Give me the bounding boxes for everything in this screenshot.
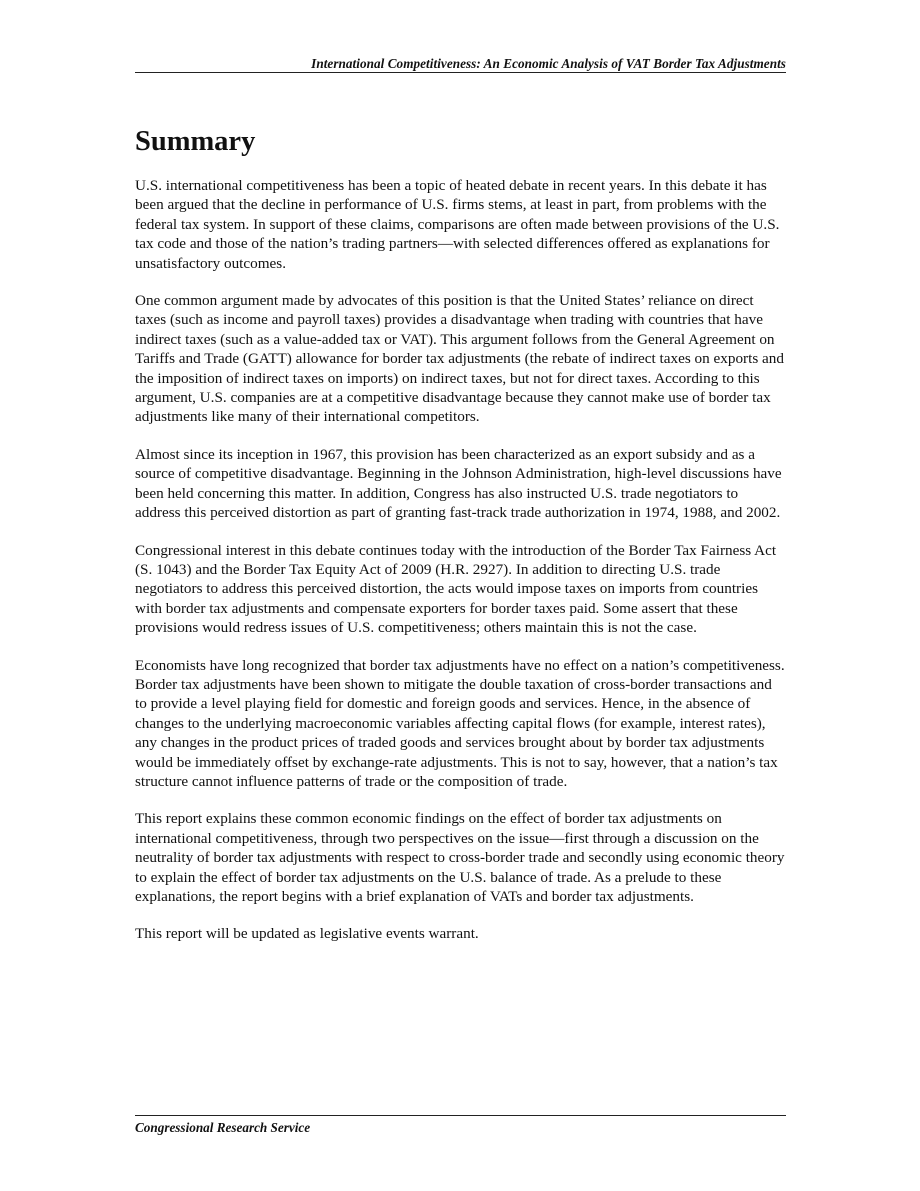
header-rule: [135, 72, 786, 73]
paragraph-competitiveness-debate: U.S. international competitiveness has been a topic of heated debate in recent years. In this debate it has been argued that the decline in performance of U.S. firms stems, at least in part, from problems with the federal tax system. In support of these claims, comparisons are often made between provisions of the U.S. tax code and those of the nation’s trading partners—with selected differences offered as explanations for unsatisfactory outcomes.: [135, 177, 780, 272]
paragraph-direct-vs-indirect-taxes: One common argument made by advocates of this position is that the United States’ reliance on direct taxes (such as income and payroll taxes) provides a disadvantage when trading with countries that have indirect taxes (such as a value-added tax or VAT). This argument follows from the General Agreement on Tariffs and Trade (GATT) allowance for border tax adjustments (the rebate of indirect taxes on exports and the imposition of indirect taxes on imports) on indirect taxes, but not for direct taxes. According to this argument, U.S. companies are at a competitive disadvantage because they cannot make use of border tax adjustments like many of their international competitors.: [135, 292, 784, 426]
running-header: International Competitiveness: An Economic Analysis of VAT Border Tax Adjustments: [311, 56, 786, 71]
paragraph-update-note: This report will be updated as legislative events warrant.: [135, 925, 479, 943]
running-footer: Congressional Research Service: [135, 1120, 311, 1135]
paragraph-congressional-interest: Congressional interest in this debate continues today with the introduction of the Border Tax Fairness Act (S. 1043) and the Border Tax Equity Act of 2009 (H.R. 2927). In addition to directing U.S. trade negotiators to address this perceived distortion, the acts would impose taxes on imports from countries with border tax adjustments and compensate exporters for border taxes paid. Some assert that these provisions would redress issues of U.S. competitiveness; others maintain this is not the case.: [135, 541, 777, 637]
paragraph-report-scope: This report explains these common economic findings on the effect of border tax adjustments on international competitiveness, through two perspectives on the issue—first through a discussion on the neutrality of border tax adjustments with respect to cross-border trade and secondly using economic theory to explain the effect of border tax adjustments on the U.S. balance of trade. As a prelude to these explanations, the report begins with a brief explanation of VATs and border tax adjustments.: [135, 810, 785, 905]
paragraph-history-of-provision: Almost since its inception in 1967, this provision has been characterized as an export subsidy and as a source of competitive disadvantage. Beginning in the Johnson Administration, high-level discussions have been held concerning this matter. In addition, Congress has also instructed U.S. trade negotiators to address this perceived distortion as part of granting fast-track trade authorization in 1974, 1988, and 2002.: [135, 445, 782, 522]
paragraph-economists-view: Economists have long recognized that border tax adjustments have no effect on a nation’s competitiveness. Border tax adjustments have been shown to mitigate the double taxation of cross-border transactions and to provide a level playing field for domestic and foreign goods and services. Hence, in the absence of changes to the underlying macroeconomic variables affecting capital flows (for example, interest rates), any changes in the product prices of traded goods and services brought about by border tax adjustments would be immediately offset by exchange-rate adjustments. This is not to say, however, that a nation’s tax structure cannot influence patterns of trade or the composition of trade.: [135, 656, 785, 790]
page-title: Summary: [135, 126, 256, 157]
summary-body: [135, 176, 786, 962]
footer-rule: [135, 1115, 786, 1116]
